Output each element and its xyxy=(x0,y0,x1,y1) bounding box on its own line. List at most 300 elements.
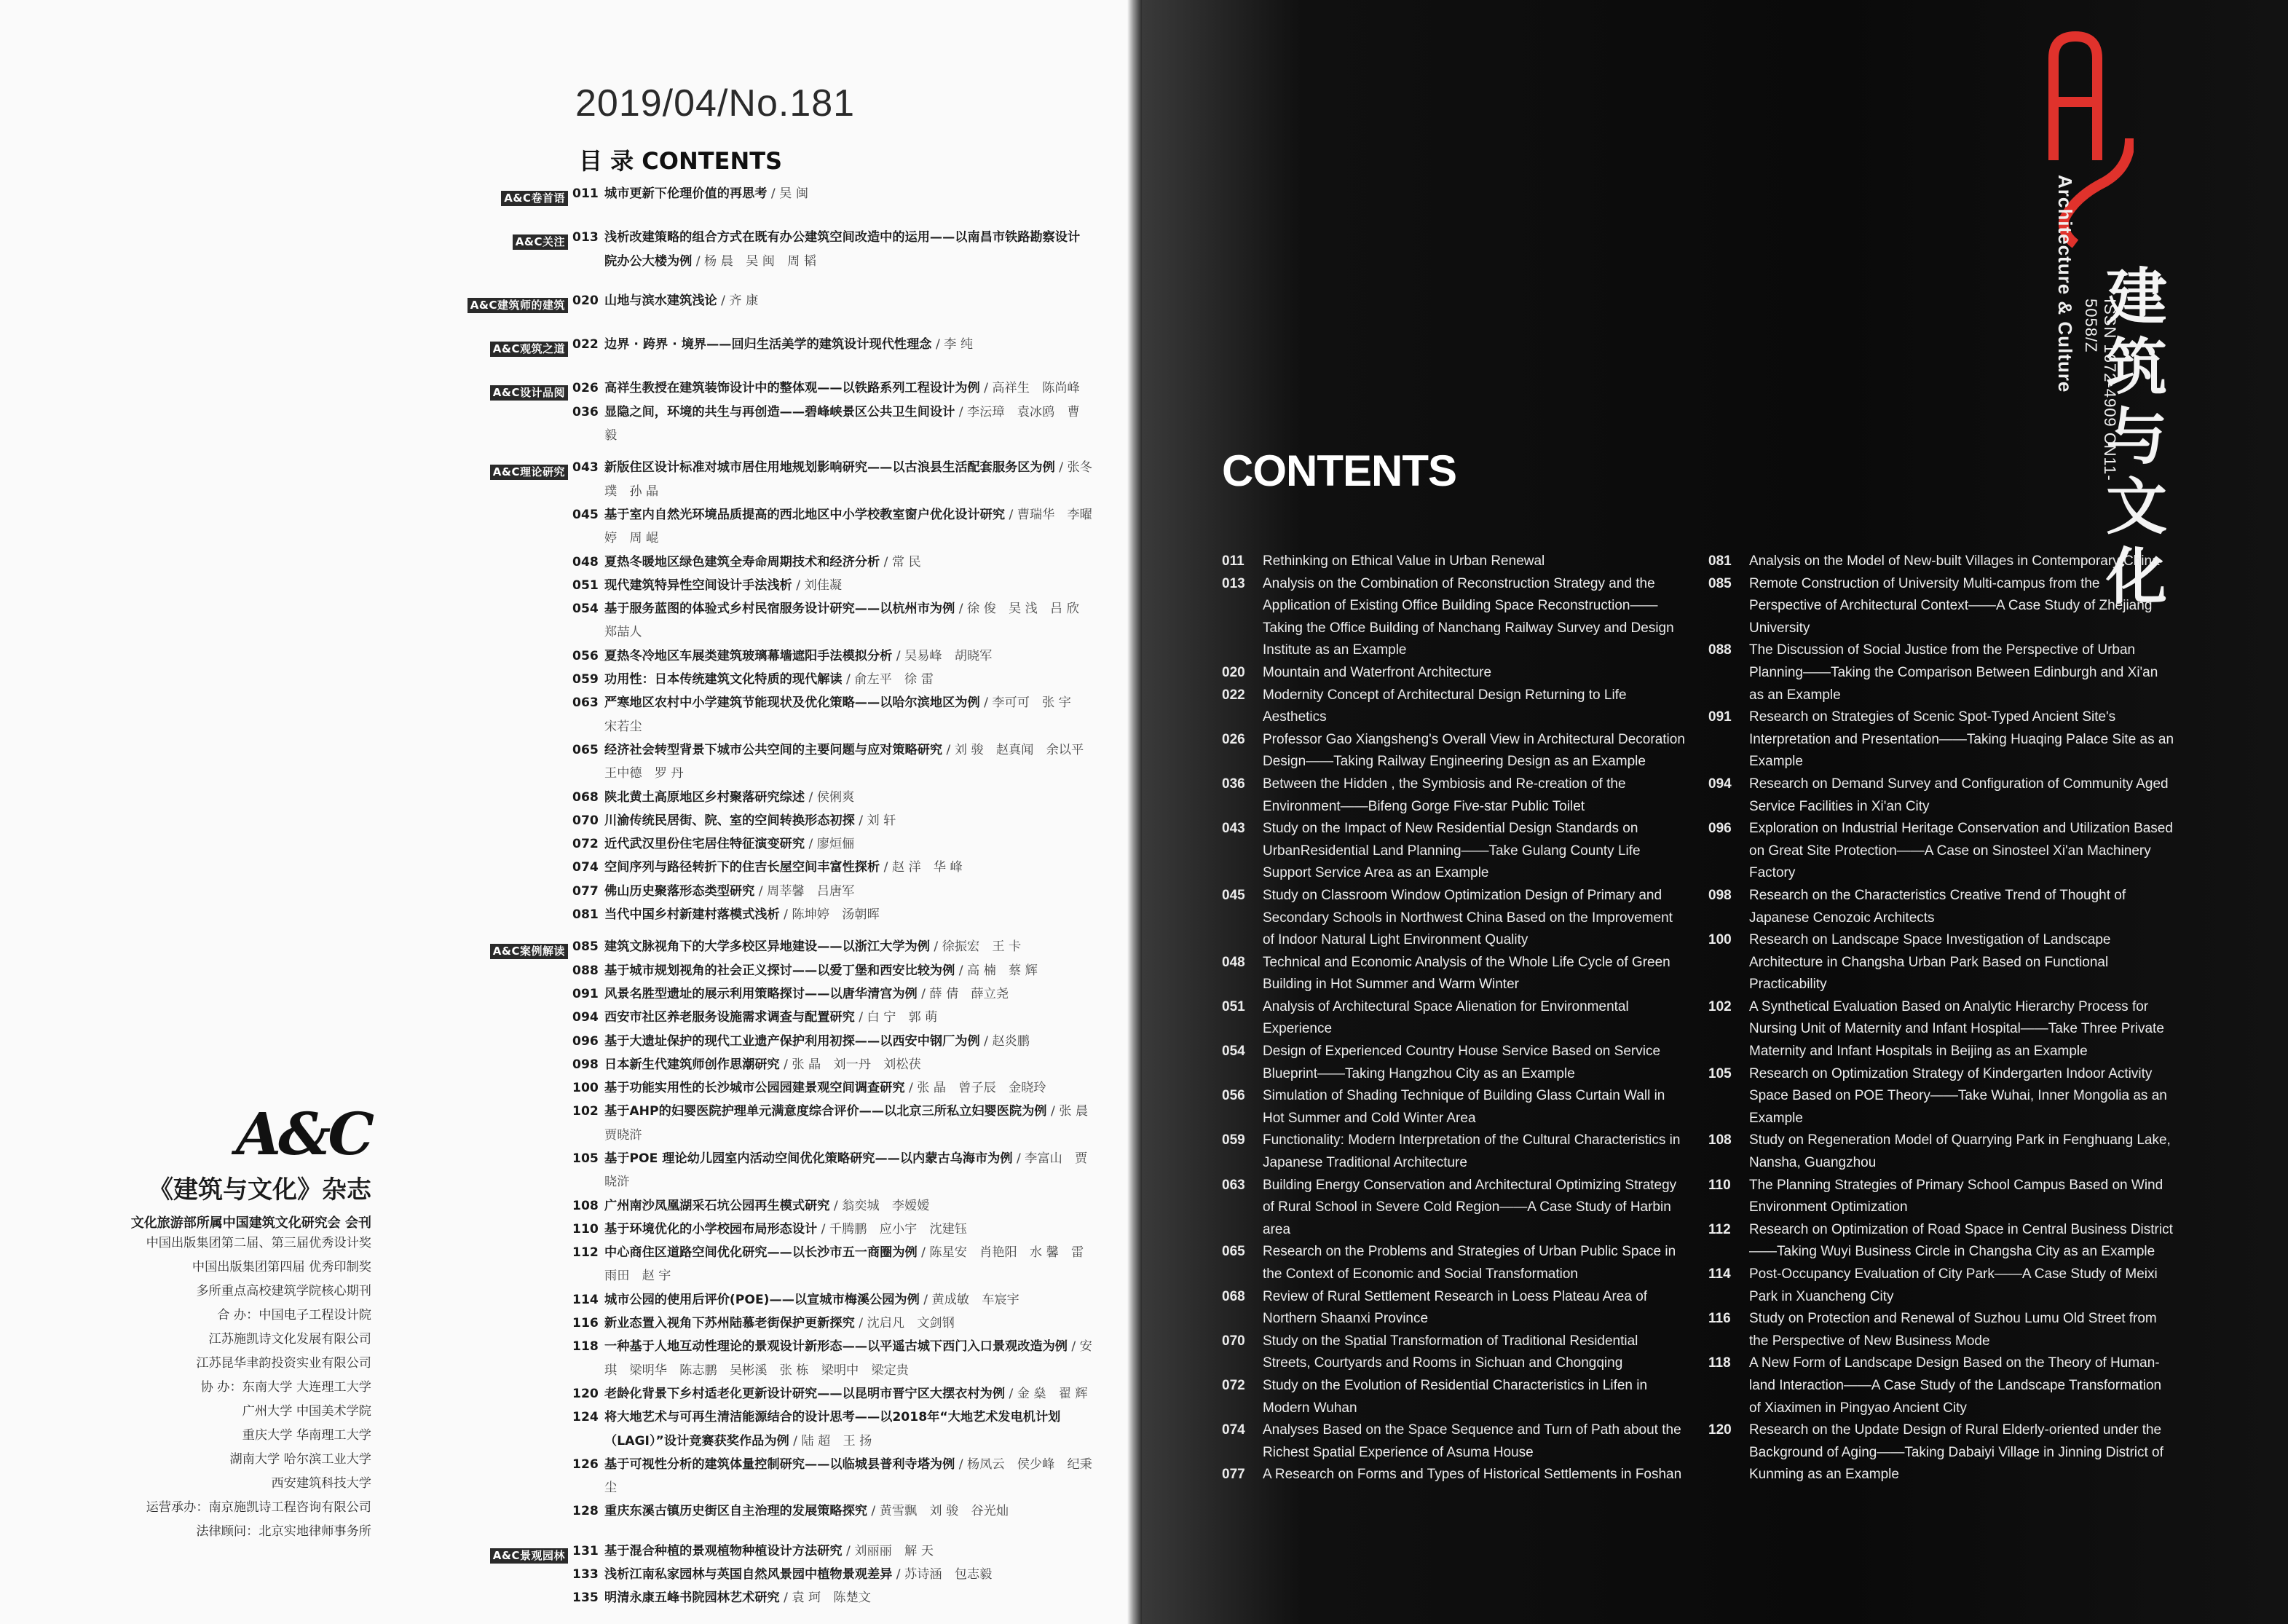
section-tag-cell xyxy=(408,456,572,926)
entry-author: 苏诗涵 包志毅 xyxy=(904,1567,993,1582)
section-gap xyxy=(408,317,1092,333)
contents-entry[interactable] xyxy=(1708,773,2174,818)
page-number: 118 xyxy=(572,1339,599,1355)
entry-title: 将大地艺术与可再生清洁能源结合的设计思考——以2018年“大地艺术发电机计划（LAGI）”设计竞赛获奖作品为例 xyxy=(604,1410,1061,1448)
toc-entry[interactable] xyxy=(572,1006,1092,1029)
contents-entry[interactable] xyxy=(1708,1063,2174,1130)
contents-entry[interactable] xyxy=(1708,551,2174,573)
contents-entry[interactable] xyxy=(1708,996,2174,1063)
contents-entry[interactable] xyxy=(1708,706,2174,773)
section-badge: A&C案例解读 xyxy=(490,944,568,959)
entry-title: Rethinking on Ethical Value in Urban Renewal xyxy=(1263,553,1545,569)
entry-title: Review of Rural Settlement Research in Loess Plateau Area of Northern Shaanxi Province xyxy=(1263,1288,1648,1327)
contents-entry[interactable] xyxy=(1222,885,1688,952)
entry-title: 严寒地区农村中小学建筑节能现状及优化策略——以哈尔滨地区为例 xyxy=(604,695,980,711)
section-entries xyxy=(572,1540,1092,1610)
entry-text xyxy=(604,786,1092,809)
toc-entry[interactable] xyxy=(572,935,1092,958)
entry-title: 基于室内自然光环境品质提高的西北地区中小学校教室窗户优化设计研究 xyxy=(604,507,1006,522)
toc-entry[interactable] xyxy=(572,333,1092,356)
entry-title: The Discussion of Social Justice from the Perspective of Urban Planning——Taking the Comparison Between Edinburgh and Xi'an as an Example xyxy=(1749,642,2158,703)
page-number: 105 xyxy=(572,1151,599,1166)
magazine-brand-block xyxy=(109,1100,371,1544)
publisher-line: 运营承办：南京施凯诗工程咨询有限公司 xyxy=(146,1500,371,1515)
title-character: 化 xyxy=(2106,541,2168,612)
contents-entry[interactable] xyxy=(1708,1308,2174,1352)
entry-title: A New Form of Landscape Design Based on the Theory of Human-land Interaction——A Case Study of the Landscape Transformation of Xiaximen in Pingyao Ancient City xyxy=(1749,1355,2162,1416)
toc-entry[interactable] xyxy=(572,1147,1092,1194)
entry-title: 陕北黄土高原地区乡村聚落研究综述 xyxy=(604,789,805,805)
entry-title: Functionality: Modern Interpretation of the Cultural Characteristics in Japanese Traditional Architecture xyxy=(1263,1132,1681,1171)
entry-title: Research on Optimization of Road Space in Central Business District——Taking Wuyi Business Circle in Changsha City as an Example xyxy=(1749,1221,2173,1260)
issue-number: 2019/04/No.181 xyxy=(575,82,856,125)
contents-entry[interactable] xyxy=(1708,1419,2174,1486)
issn-label: ISSN 1672-4909 CN11-5058/Z xyxy=(2082,299,2119,481)
section-tag-cell xyxy=(408,333,572,360)
section-tag-cell xyxy=(408,289,572,317)
author-separator: / xyxy=(842,1543,855,1558)
page-number: 108 xyxy=(1708,1132,1732,1148)
page-number: 131 xyxy=(572,1543,599,1558)
entry-author: 徐 俊 吴 浅 吕 欣 郑喆人 xyxy=(604,602,1092,640)
page-number: 105 xyxy=(1708,1065,1732,1081)
entry-title: Research on the Problems and Strategies of Urban Public Space in the Context of Economic and Social Transformation xyxy=(1263,1244,1676,1282)
entry-author: 张 晶 曾子辰 金晓玲 xyxy=(917,1081,1046,1096)
entry-text xyxy=(604,182,1092,205)
entry-title: Study on Classroom Window Optimization Design of Primary and Secondary Schools in Northwest China Based on the Improvement of Indoor Natural Light Environment Quality xyxy=(1263,887,1673,948)
toc-entry[interactable] xyxy=(572,1312,1092,1335)
section-gap xyxy=(408,273,1092,289)
author-separator: / xyxy=(829,1198,843,1213)
page-number: 065 xyxy=(572,742,599,757)
page-number: 026 xyxy=(1222,731,1245,747)
contents-entry[interactable] xyxy=(1222,818,1688,885)
author-separator: / xyxy=(805,789,817,805)
toc-entry[interactable] xyxy=(572,1586,1092,1609)
entry-author: 陈星安 肖艳阳 水 馨 雷雨田 赵 宇 xyxy=(604,1245,1084,1284)
page-number: 070 xyxy=(572,813,599,828)
entry-title: The Planning Strategies of Primary School Campus Based on Wind Environment Optimization xyxy=(1749,1177,2163,1215)
toc-entry[interactable] xyxy=(572,503,1092,551)
section-entries xyxy=(572,333,1092,360)
entry-title: Between the Hidden , the Symbiosis and Re-creation of the Environment——Bifeng Gorge Five-star Public Toilet xyxy=(1263,776,1626,814)
toc-entry[interactable] xyxy=(572,1100,1101,1147)
page-number: 077 xyxy=(1222,1467,1245,1483)
entry-text xyxy=(604,1453,1092,1500)
entry-title: Analysis on the Combination of Reconstruction Strategy and the Application of Existing Office Building Space Reconstruction——Taking the Office Building of Nanchang Railway Survey and Design Institute as an Example xyxy=(1263,575,1674,658)
entry-text xyxy=(604,880,1092,903)
entry-title: 经济社会转型背景下城市公共空间的主要问题与应对策略研究 xyxy=(604,742,943,757)
contents-entry[interactable] xyxy=(1222,773,1688,818)
page-number: 102 xyxy=(1708,998,1732,1014)
entry-text xyxy=(604,832,1092,856)
section-badge: A&C建筑师的建筑 xyxy=(468,298,568,313)
contents-entry[interactable] xyxy=(1222,1241,1688,1285)
author-separator: / xyxy=(892,648,905,663)
publisher-line: 中国出版集团第四届 优秀印制奖 xyxy=(192,1260,371,1274)
entry-title: A Research on Forms and Types of Historical Settlements in Foshan xyxy=(1263,1467,1682,1483)
contents-entry[interactable] xyxy=(1222,1085,1688,1130)
entry-title: 显隐之间，环境的共生与再创造——碧峰峡景区公共卫生间设计 xyxy=(604,404,955,419)
entry-title: 一种基于人地互动性理论的景观设计新形态——以平遥古城下西门入口景观改造为例 xyxy=(604,1339,1068,1355)
entry-title: Analysis of Architectural Space Alienation for Environmental Experience xyxy=(1263,998,1629,1037)
entry-title: 近代武汉里份住宅居住特征演变研究 xyxy=(604,837,805,852)
entry-text xyxy=(604,1194,1092,1218)
publisher-line: 合 办：中国电子工程设计院 xyxy=(217,1308,371,1323)
toc-entry[interactable] xyxy=(572,809,1092,832)
entry-title: Study on the Spatial Transformation of Traditional Residential Streets, Courtyards and Rooms in Sichuan and Chongqing xyxy=(1263,1333,1638,1371)
entry-title: 基于大遗址保护的现代工业遗产保护利用初探——以西安中钢厂为例 xyxy=(604,1033,980,1049)
contents-entry[interactable] xyxy=(1222,729,1688,773)
entry-text xyxy=(604,856,1092,879)
publisher-lines xyxy=(109,1231,371,1544)
entry-title: A Synthetical Evaluation Based on Analytic Hierarchy Process for Nursing Unit of Maternity and Infant Hospital——Take Three Private Maternity and Infant Hospitals in Beijing as an Example xyxy=(1749,998,2164,1060)
section-entries xyxy=(572,182,1092,210)
contents-entry[interactable] xyxy=(1708,818,2174,885)
page-number: 026 xyxy=(572,381,599,396)
author-separator: / xyxy=(792,578,805,593)
entry-title: Research on Optimization Strategy of Kindergarten Indoor Activity Space Based on POE Theory——Take Wuhai, Inner Mongolia as an Example xyxy=(1749,1065,2167,1126)
toc-entry[interactable] xyxy=(572,1499,1092,1523)
entry-title: Professor Gao Xiangsheng's Overall View in Architectural Decoration Design——Taking Railway Engineering Design as an Example xyxy=(1263,731,1685,770)
contents-entry[interactable] xyxy=(1708,1130,2174,1174)
entry-text xyxy=(604,1540,1092,1563)
entry-title: 建筑文脉视角下的大学多校区异地建设——以浙江大学为例 xyxy=(604,939,930,955)
page-number: 072 xyxy=(1222,1377,1245,1393)
publisher-line: 重庆大学 华南理工大学 xyxy=(242,1428,371,1443)
contents-entry[interactable] xyxy=(1708,929,2174,996)
author-separator: / xyxy=(1054,460,1068,476)
entry-author: 刘 骏 赵真闻 余以平 王中德 罗 丹 xyxy=(604,742,1097,781)
entry-author: 刘佳凝 xyxy=(804,578,843,593)
entry-text xyxy=(604,982,1092,1006)
page-number: 054 xyxy=(1222,1044,1245,1060)
ac-logo: A&C xyxy=(236,1100,371,1168)
entry-author: 白 宁 郭 萌 xyxy=(867,1010,938,1025)
toc-entry[interactable] xyxy=(572,597,1092,645)
entry-author: 廖烜俪 xyxy=(816,837,855,852)
entry-title: 川渝传统民居街、院、室的空间转换形态初探 xyxy=(604,813,855,828)
author-separator: / xyxy=(779,1057,792,1072)
author-separator: / xyxy=(955,963,967,978)
toc-entry[interactable] xyxy=(572,1288,1092,1312)
entry-author: 金 燊 翟 辉 xyxy=(1017,1386,1088,1401)
page-number: 045 xyxy=(1222,887,1245,903)
toc-title: 目 录 CONTENTS xyxy=(579,147,783,175)
page-number: 063 xyxy=(1222,1177,1245,1193)
contents-entry[interactable] xyxy=(1222,1175,1688,1242)
section-entries xyxy=(572,935,1101,1523)
toc-section xyxy=(408,289,1092,317)
toc-entry[interactable] xyxy=(572,1335,1092,1382)
entry-author: 安 琪 梁明华 陈志鹏 吴彬溪 张 栋 梁明中 梁定贵 xyxy=(604,1339,1092,1378)
english-contents-col2 xyxy=(1708,551,2174,1486)
toc-section xyxy=(408,1540,1092,1610)
section-badge: A&C观筑之道 xyxy=(490,342,568,357)
page-number: 059 xyxy=(572,672,599,687)
entry-text xyxy=(604,1006,1092,1029)
page-number: 048 xyxy=(572,554,599,569)
contents-entry[interactable] xyxy=(1222,996,1688,1041)
entry-title: 浅析改建策略的组合方式在既有办公建筑空间改造中的运用——以南昌市铁路勘察设计院办公大楼为例 xyxy=(604,230,1081,269)
toc-section xyxy=(408,182,1092,210)
entry-title: 城市公园的使用后评价(POE)——以宣城市梅溪公园为例 xyxy=(604,1292,920,1307)
page-number: 116 xyxy=(1708,1311,1731,1327)
contents-entry[interactable] xyxy=(1222,1130,1688,1174)
entry-title: Remote Construction of University Multi-campus from the Perspective of Architectural Context——A Case Study of Zhejiang University xyxy=(1749,575,2153,636)
page-number: 094 xyxy=(572,1010,599,1025)
entry-text xyxy=(604,1382,1092,1406)
toc-entry[interactable] xyxy=(572,1053,1092,1076)
page-number: 070 xyxy=(1222,1333,1245,1349)
author-separator: / xyxy=(880,554,892,569)
toc-entry[interactable] xyxy=(572,551,1092,574)
page-number: 036 xyxy=(572,404,599,419)
author-separator: / xyxy=(1005,1386,1017,1401)
section-gap xyxy=(408,1524,1092,1540)
entry-author: 沈启凡 文剑钢 xyxy=(867,1316,955,1331)
toc-entry[interactable] xyxy=(572,1076,1092,1100)
toc-entry[interactable] xyxy=(572,1540,1092,1563)
entry-title: 基于服务蓝图的体验式乡村民宿服务设计研究——以杭州市为例 xyxy=(604,602,955,617)
contents-entry[interactable] xyxy=(1222,551,1688,573)
section-entries xyxy=(572,377,1092,447)
entry-author: 俞左平 徐 雷 xyxy=(854,672,934,687)
entry-title: 空间序列与路径转折下的住吉长屋空间丰富性探析 xyxy=(604,860,880,875)
contents-entry[interactable] xyxy=(1708,1352,2174,1419)
contents-entry[interactable] xyxy=(1222,1375,1688,1419)
contents-entry[interactable] xyxy=(1222,1331,1688,1375)
entry-title: 基于城市规划视角的社会正义探讨——以爱丁堡和西安比较为例 xyxy=(604,963,955,978)
contents-entry[interactable] xyxy=(1222,1464,1688,1486)
page-number: 114 xyxy=(1708,1266,1731,1282)
entry-title: 中心商住区道路空间优化研究——以长沙市五一商圈为例 xyxy=(604,1245,918,1261)
entry-author: 陈坤婷 汤朝晖 xyxy=(792,907,880,923)
entry-text xyxy=(604,1218,1092,1241)
entry-text xyxy=(604,401,1092,448)
author-separator: / xyxy=(880,860,892,875)
author-separator: / xyxy=(854,1316,867,1331)
page-number: 085 xyxy=(572,939,599,955)
title-character: 与 xyxy=(2106,401,2168,473)
entry-title: 老龄化背景下乡村适老化更新设计研究——以昆明市晋宁区大摆衣村为例 xyxy=(604,1386,1006,1401)
entry-text xyxy=(604,1100,1101,1147)
author-separator: / xyxy=(854,813,867,828)
author-separator: / xyxy=(692,253,705,269)
entry-author: 李可可 张 宇 宋若尘 xyxy=(604,695,1084,734)
toc-entry[interactable] xyxy=(572,982,1092,1006)
entry-author: 黄雪飘 刘 骏 谷光灿 xyxy=(879,1504,1009,1519)
entry-text xyxy=(604,809,1092,832)
entry-title: 基于环境优化的小学校园布局形态设计 xyxy=(604,1221,818,1237)
page-number: 091 xyxy=(572,986,599,1001)
page-number: 056 xyxy=(1222,1088,1245,1104)
entry-text xyxy=(604,935,1092,958)
entry-title: 明清永康五峰书院园林艺术研究 xyxy=(604,1591,780,1606)
section-tag-cell xyxy=(408,935,572,1523)
toc-entry[interactable] xyxy=(572,1453,1092,1500)
contents-entry[interactable] xyxy=(1222,952,1688,996)
section-tag-cell xyxy=(408,226,572,273)
entry-title: 浅析江南私家园林与英国自然风景园中植物景观差异 xyxy=(604,1567,893,1582)
section-entries xyxy=(572,289,1092,317)
entry-title: Study on the Impact of New Residential Design Standards on UrbanResidential Land Planning——Take Gulang County Life Support Service Area as an Example xyxy=(1263,821,1641,881)
contents-entry[interactable] xyxy=(1708,639,2174,706)
entry-title: 城市更新下伦理价值的再思考 xyxy=(604,186,768,201)
entry-author: 李 纯 xyxy=(944,337,974,352)
toc-entry[interactable] xyxy=(572,401,1092,448)
toc-section xyxy=(408,226,1092,273)
toc-entry[interactable] xyxy=(572,832,1092,856)
page-number: 020 xyxy=(572,293,599,308)
entry-author: 千腾鹏 应小宇 沈建钰 xyxy=(829,1221,967,1237)
section-tag-cell xyxy=(408,182,572,210)
entry-title: Exploration on Industrial Heritage Conservation and Utilization Based on Great Site Protection——A Case on Sinosteel Xi'an Machinery Factory xyxy=(1749,821,2173,881)
toc-entry[interactable] xyxy=(572,1194,1092,1218)
entry-title: 基于功能实用性的长沙城市公园园建景观空间调查研究 xyxy=(604,1081,905,1096)
author-separator: / xyxy=(917,986,930,1001)
contents-entry[interactable] xyxy=(1708,1264,2174,1308)
entry-title: 新业态置入视角下苏州陆慕老街保护更新探究 xyxy=(604,1316,855,1331)
entry-title: 重庆东溪古镇历史街区自主治理的发展策略探究 xyxy=(604,1504,867,1519)
entry-title: Research on Landscape Space Investigation of Landscape Architecture in Changsha Urban Park Based on Functional Practicability xyxy=(1749,932,2111,993)
page-number: 036 xyxy=(1222,776,1245,792)
contents-heading: CONTENTS xyxy=(1222,446,1456,495)
toc-entry[interactable] xyxy=(572,289,1092,312)
page-number: 074 xyxy=(572,860,599,875)
author-separator: / xyxy=(767,186,780,201)
entry-title: 基于POE 理论幼儿园室内活动空间优化策略研究——以内蒙古乌海市为例 xyxy=(604,1151,1013,1166)
page-number: 048 xyxy=(1222,954,1245,970)
toc-entry[interactable] xyxy=(572,1030,1092,1053)
toc-entry[interactable] xyxy=(572,959,1092,982)
entry-title: Study on Regeneration Model of Quarrying Park in Fenghuang Lake, Nansha, Guangzhou xyxy=(1749,1132,2171,1171)
entry-text xyxy=(604,551,1092,574)
entry-author: 齐 康 xyxy=(729,293,759,308)
toc-entry[interactable] xyxy=(572,1241,1092,1288)
contents-entry[interactable] xyxy=(1222,1041,1688,1085)
toc-section xyxy=(408,333,1092,360)
title-character: 文 xyxy=(2106,471,2168,543)
left-page xyxy=(0,0,1135,1624)
entry-author: 周莘馨 吕唐军 xyxy=(766,883,855,899)
entry-text xyxy=(604,333,1092,356)
author-separator: / xyxy=(917,1245,930,1261)
contents-entry[interactable] xyxy=(1708,885,2174,929)
contents-entry[interactable] xyxy=(1222,662,1688,685)
cover-brand-block xyxy=(2046,29,2265,612)
toc-entry[interactable] xyxy=(572,786,1092,809)
entry-text xyxy=(604,1288,1092,1312)
page-number: 114 xyxy=(572,1292,599,1307)
author-separator: / xyxy=(955,1457,967,1472)
toc-entry[interactable] xyxy=(572,1406,1092,1453)
toc-entry[interactable] xyxy=(572,182,1092,205)
entry-title: Mountain and Waterfront Architecture xyxy=(1263,664,1492,680)
publisher-line: 江苏昆华聿韵投资实业有限公司 xyxy=(196,1356,371,1371)
entry-title: Study on Protection and Renewal of Suzhou Lumu Old Street from the Perspective of New Business Mode xyxy=(1749,1311,2157,1349)
entry-title: 日本新生代建筑师创作思潮研究 xyxy=(604,1057,780,1072)
entry-text xyxy=(604,645,1092,668)
contents-entry[interactable] xyxy=(1222,685,1688,729)
toc-entry[interactable] xyxy=(572,738,1097,786)
contents-entry[interactable] xyxy=(1708,1219,2174,1264)
author-separator: / xyxy=(789,1433,802,1448)
toc-entry[interactable] xyxy=(572,1563,1092,1586)
page-number: 126 xyxy=(572,1457,599,1472)
entry-title: Study on the Evolution of Residential Characteristics in Lifen in Modern Wuhan xyxy=(1263,1377,1648,1416)
page-number: 074 xyxy=(1222,1422,1245,1438)
entry-author: 常 民 xyxy=(891,554,921,569)
contents-entry[interactable] xyxy=(1222,1286,1688,1331)
toc-entry[interactable] xyxy=(572,574,1092,597)
entry-title: Research on Demand Survey and Configuration of Community Aged Service Facilities in Xi'an City xyxy=(1749,776,2169,814)
section-badge: A&C关注 xyxy=(513,234,568,250)
author-separator: / xyxy=(867,1504,880,1519)
page-number: 110 xyxy=(1708,1177,1731,1193)
contents-entry[interactable] xyxy=(1708,573,2174,640)
author-separator: / xyxy=(854,1010,867,1025)
entry-text xyxy=(604,226,1092,273)
entry-title: 当代中国乡村新建村落模式浅析 xyxy=(604,907,780,923)
page-number: 108 xyxy=(572,1198,599,1213)
author-separator: / xyxy=(779,907,792,923)
section-gap xyxy=(408,210,1092,226)
author-separator: / xyxy=(929,939,942,955)
publisher-line: 多所重点高校建筑学院核心期刊 xyxy=(196,1284,371,1298)
page-number: 116 xyxy=(572,1316,599,1331)
page-number: 133 xyxy=(572,1567,599,1582)
page-number: 011 xyxy=(1222,553,1244,569)
toc-entry[interactable] xyxy=(572,645,1092,668)
toc-entry[interactable] xyxy=(572,903,1092,926)
toc-entry[interactable] xyxy=(572,856,1092,879)
author-separator: / xyxy=(904,1081,918,1096)
section-badge: A&C理论研究 xyxy=(490,465,568,480)
entry-title: Simulation of Shading Technique of Building Glass Curtain Wall in Hot Summer and Cold Winter Area xyxy=(1263,1088,1665,1126)
toc-section xyxy=(408,935,1101,1523)
entry-author: 赵 洋 华 峰 xyxy=(891,860,963,875)
title-character: 建 xyxy=(2106,261,2168,333)
toc-entry[interactable] xyxy=(572,1382,1092,1406)
entry-title: Research on the Characteristics Creative Trend of Thought of Japanese Cenozoic Architects xyxy=(1749,887,2126,926)
section-tag-cell xyxy=(408,1540,572,1610)
entry-title: 风景名胜型遗址的展示利用策略探讨——以唐华清宫为例 xyxy=(604,986,918,1001)
title-character: 筑 xyxy=(2106,331,2168,403)
toc-entry[interactable] xyxy=(572,880,1092,903)
toc-entry[interactable] xyxy=(572,668,1092,691)
toc-entry[interactable] xyxy=(572,1218,1092,1241)
entry-title: 西安市社区养老服务设施需求调查与配置研究 xyxy=(604,1010,855,1025)
entry-text xyxy=(604,1586,1092,1609)
toc-entry[interactable] xyxy=(572,377,1092,400)
toc-entry[interactable] xyxy=(572,691,1092,738)
entry-title: Analysis on the Model of New-built Villages in Contemporary China xyxy=(1749,553,2160,569)
toc-entry[interactable] xyxy=(572,226,1092,273)
entry-title: 高祥生教授在建筑装饰设计中的整体观——以铁路系列工程设计为例 xyxy=(604,381,980,396)
entry-title: 边界 · 跨界 · 境界——回归生活美学的建筑设计现代性理念 xyxy=(604,337,932,352)
entry-author: 刘丽丽 解 天 xyxy=(854,1543,934,1558)
page-number: 112 xyxy=(1708,1221,1731,1237)
contents-entry[interactable] xyxy=(1222,1419,1688,1464)
toc-entry[interactable] xyxy=(572,456,1092,503)
contents-entry[interactable] xyxy=(1222,573,1688,662)
contents-entry[interactable] xyxy=(1708,1175,2174,1219)
entry-title: Research on the Update Design of Rural Elderly-oriented under the Background of Aging——Taking Dabaiyi Village in Jinning District of Kunming as an Example xyxy=(1749,1422,2163,1483)
page-number: 011 xyxy=(572,186,599,201)
author-separator: / xyxy=(1012,1151,1025,1166)
page-number: 120 xyxy=(572,1386,599,1401)
